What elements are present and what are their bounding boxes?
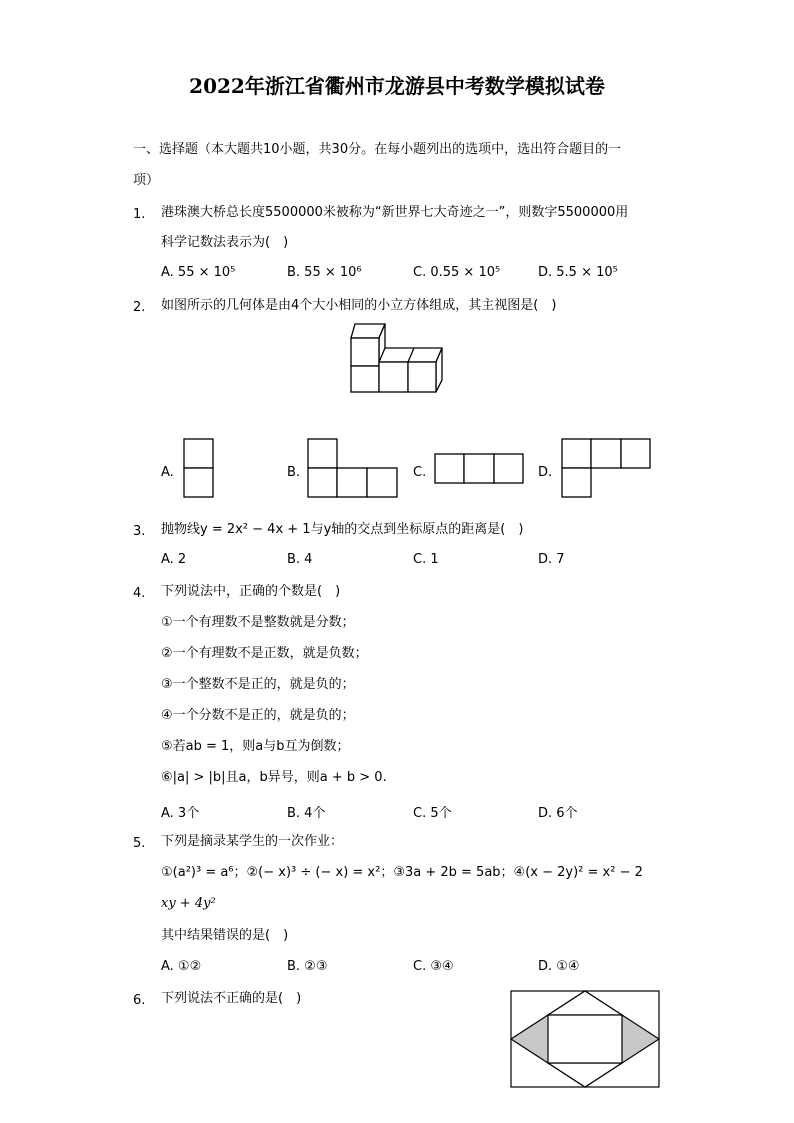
- question-number: 2.: [133, 300, 146, 315]
- question-number: 1.: [133, 207, 146, 222]
- option-a: A. 55 × 10⁵: [161, 265, 236, 280]
- question-number: 6.: [133, 993, 146, 1008]
- question-text: 下列说法不正确的是( ): [161, 991, 302, 1006]
- statement-1: ①一个有理数不是整数就是分数；: [161, 615, 355, 630]
- question-number: 5.: [133, 836, 146, 851]
- question-text: 科学记数法表示为( ): [161, 235, 289, 250]
- option-b: B. 4: [287, 552, 313, 567]
- option-a: A.: [161, 465, 174, 480]
- option-b: B. 4个: [287, 806, 326, 821]
- rectangle-rhombus-figure: [510, 990, 662, 1090]
- option-c-figure: [434, 453, 526, 485]
- option-b: B.: [287, 465, 301, 480]
- option-a: A. 3个: [161, 806, 200, 821]
- statement-5: ⑤若ab = 1，则a与b互为倒数；: [161, 739, 350, 754]
- option-d: D.: [538, 465, 553, 480]
- statement-3: ③一个整数不是正的，就是负的；: [161, 677, 355, 692]
- question-text: xy + 4y²: [161, 896, 216, 911]
- option-c: C. 0.55 × 10⁵: [413, 265, 501, 280]
- statement-2: ②一个有理数不是正数，就是负数；: [161, 646, 368, 661]
- option-b: B. ②③: [287, 959, 328, 974]
- question-text: 抛物线y = 2x² − 4x + 1与y轴的交点到坐标原点的距离是( ): [161, 522, 524, 537]
- section-header-line1: 一、选择题（本大题共10小题，共30分。在每小题列出的选项中，选出符合题目的一: [133, 142, 622, 157]
- question-text: 下列说法中，正确的个数是( ): [161, 584, 341, 599]
- question-number: 4.: [133, 586, 146, 601]
- cube-solid-figure: [345, 318, 445, 398]
- option-c: C. ③④: [413, 959, 454, 974]
- option-a: A. ①②: [161, 959, 202, 974]
- question-text: 如图所示的几何体是由4个大小相同的小立方体组成，其主视图是( ): [161, 298, 557, 313]
- page-title: 2022年浙江省衢州市龙游县中考数学模拟试卷: [189, 74, 605, 98]
- question-number: 3.: [133, 524, 146, 539]
- option-d-figure: [561, 438, 655, 500]
- option-b-figure: [307, 438, 401, 500]
- option-d: D. 5.5 × 10⁵: [538, 265, 618, 280]
- question-text: ①(a²)³ = a⁶；②(− x)³ ÷ (− x) = x²；③3a + 2b = 5ab；④(x − 2y)² = x² − 2: [161, 865, 643, 880]
- option-d: D. 7: [538, 552, 565, 567]
- statement-6: ⑥|a| > |b|且a，b异号，则a + b > 0.: [161, 770, 387, 785]
- option-d: D. ①④: [538, 959, 580, 974]
- section-header-line2: 项）: [133, 173, 160, 188]
- question-text: 港珠澳大桥总长度5500000米被称为“新世界七大奇迹之一”，则数字5500000用: [161, 205, 629, 220]
- option-c: C. 5个: [413, 806, 452, 821]
- option-a: A. 2: [161, 552, 187, 567]
- option-c: C.: [413, 465, 427, 480]
- statement-4: ④一个分数不是正的，就是负的；: [161, 708, 355, 723]
- option-d: D. 6个: [538, 806, 578, 821]
- option-c: C. 1: [413, 552, 439, 567]
- question-text: 下列是摘录某学生的一次作业：: [161, 834, 344, 849]
- option-a-figure: [183, 438, 215, 500]
- option-b: B. 55 × 10⁶: [287, 265, 362, 280]
- question-text: 其中结果错误的是( ): [161, 928, 289, 943]
